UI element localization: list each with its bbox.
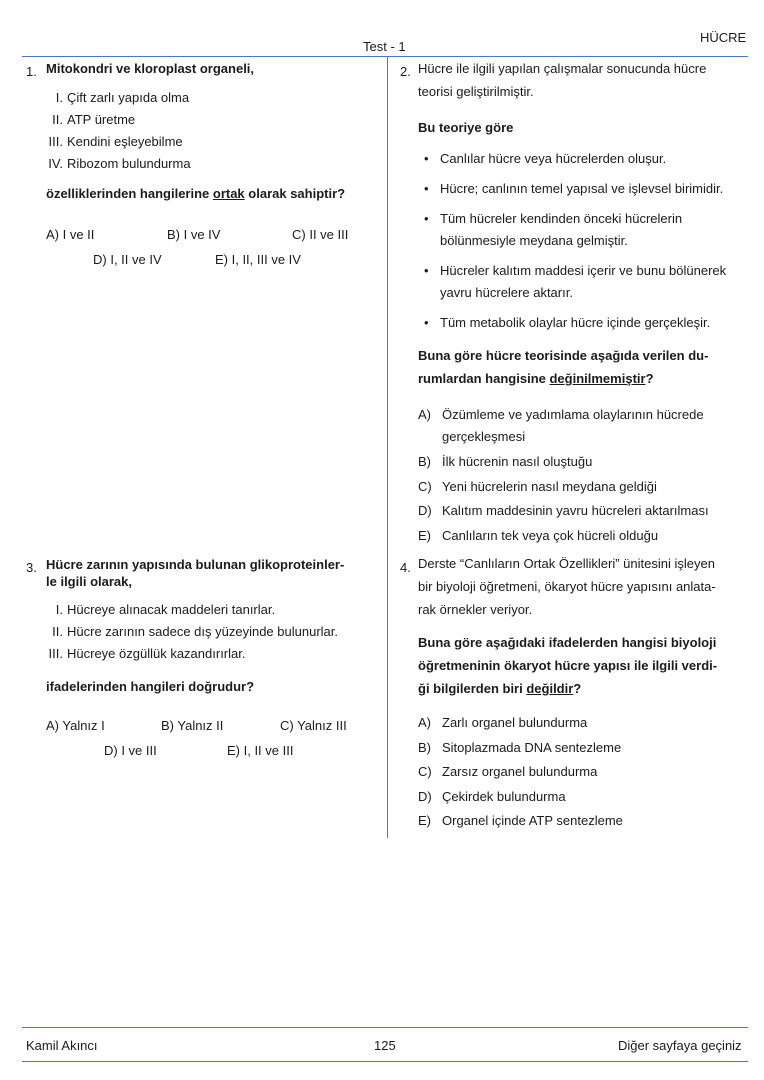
- q1-stem: Mitokondri ve kloroplast organeli,: [46, 61, 255, 76]
- q1-option-e[interactable]: E) I, II, III ve IV: [215, 252, 301, 267]
- q1-option-d[interactable]: D) I, II ve IV: [93, 252, 162, 267]
- q1-option-a[interactable]: A) I ve II: [46, 227, 95, 242]
- next-page-note: Diğer sayfaya geçiniz: [618, 1038, 742, 1053]
- q4-intro: Derste “Canlıların Ortak Özellikleri” ünitesini işleyen bir biyoloji öğretmeni, ökaryot hücre yapısını anlata- rak örnekler veriyor.: [418, 556, 716, 617]
- q2-choice-e[interactable]: E) Canlıların tek veya çok hücreli olduğu: [418, 527, 659, 543]
- subject-title: HÜCRE: [700, 30, 747, 45]
- q4-choice-b[interactable]: B) Sitoplazmada DNA sentezleme: [418, 739, 622, 755]
- q2-bullet: • Tüm metabolik olaylar hücre içinde gerçekleşir.: [424, 315, 711, 330]
- q3-statements: [48, 599, 367, 665]
- q3-stem: Hücre zarının yapısında bulunan glikoproteinler- le ilgili olarak,: [46, 557, 345, 589]
- q4-number: 4.: [400, 560, 411, 575]
- q1-question: özelliklerinden hangilerine ortak olarak sahiptir?: [46, 186, 346, 201]
- q3-option-c[interactable]: C) Yalnız III: [280, 718, 347, 733]
- q3-statement: II. Hücre zarının sadece dış yüzeyinde bulunurlar.: [52, 624, 338, 639]
- q3-number: 3.: [26, 560, 37, 575]
- q2-choices: [418, 403, 738, 548]
- footer-author: Kamil Akıncı: [26, 1038, 98, 1053]
- q1-number: 1.: [26, 64, 37, 79]
- q1-statement: III. Kendini eşleyebilme: [48, 134, 183, 149]
- q1-statements: [48, 87, 367, 175]
- q1-option-b[interactable]: B) I ve IV: [167, 227, 221, 242]
- q2-choice-b[interactable]: B) İlk hücrenin nasıl oluştuğu: [418, 454, 593, 469]
- q2-lead: Bu teoriye göre: [418, 120, 514, 135]
- q1-statement: I. Çift zarlı yapıda olma: [55, 90, 190, 105]
- q2-choice-c[interactable]: C) Yeni hücrelerin nasıl meydana geldiği: [418, 478, 657, 494]
- q2-bullet: • Tüm hücreler kendinden önceki hücrelerin bölünmesiyle meydana gelmiştir.: [424, 211, 683, 248]
- q2-bullet: • Hücre; canlının temel yapısal ve işlevsel birimidir.: [424, 181, 724, 196]
- q2-choice-a[interactable]: A) Özümleme ve yadımlama olaylarının hücrede gerçekleşmesi: [418, 407, 704, 444]
- column-divider: [387, 56, 388, 838]
- q1-statement: II. ATP üretme: [52, 112, 136, 127]
- q2-intro: Hücre ile ilgili yapılan çalışmalar sonucunda hücre teorisi geliştirilmiştir.: [418, 61, 707, 99]
- q3-option-e[interactable]: E) I, II ve III: [227, 743, 294, 758]
- q4-choice-d[interactable]: D) Çekirdek bulundurma: [418, 788, 566, 804]
- q4-question: Buna göre aşağıdaki ifadelerden hangisi biyoloji öğretmeninin ökaryot hücre yapısı ile ilgili verdi- ği bilgilerden biri değildir?: [418, 635, 718, 696]
- q4-choice-e[interactable]: E) Organel içinde ATP sentezleme: [418, 813, 623, 828]
- test-label: Test - 1: [363, 39, 406, 54]
- q3-option-d[interactable]: D) I ve III: [104, 743, 157, 758]
- q1-option-c[interactable]: C) II ve III: [292, 227, 349, 242]
- q1-statement: IV. Ribozom bulundurma: [48, 156, 191, 171]
- q2-choice-d[interactable]: D) Kalıtım maddesinin yavru hücreleri aktarılması: [418, 503, 709, 518]
- footer-rule-bottom: [22, 1061, 748, 1062]
- footer-rule-top: [22, 1027, 748, 1028]
- q2-question: Buna göre hücre teorisinde aşağıda verilen du- rumlardan hangisine değinilmemiştir?: [418, 348, 709, 386]
- q2-bullet: • Hücreler kalıtım maddesi içerir ve bunu bölünerek yavru hücrelere aktarır.: [424, 263, 727, 300]
- q3-option-a[interactable]: A) Yalnız I: [46, 718, 105, 733]
- q3-option-b[interactable]: B) Yalnız II: [161, 718, 224, 733]
- q4-choice-c[interactable]: C) Zarsız organel bulundurma: [418, 764, 598, 779]
- q3-statement: III. Hücreye özgüllük kazandırırlar.: [48, 646, 246, 661]
- q2-bullet-list: [422, 148, 732, 342]
- q3-question: ifadelerinden hangileri doğrudur?: [46, 679, 255, 694]
- q2-bullet: • Canlılar hücre veya hücrelerden oluşur.: [424, 151, 667, 166]
- page-number: 125: [374, 1038, 396, 1053]
- q2-number: 2.: [400, 64, 411, 79]
- q4-choices: [418, 711, 738, 834]
- q3-statement: I. Hücreye alınacak maddeleri tanırlar.: [55, 602, 276, 617]
- q4-choice-a[interactable]: A) Zarlı organel bulundurma: [418, 715, 588, 730]
